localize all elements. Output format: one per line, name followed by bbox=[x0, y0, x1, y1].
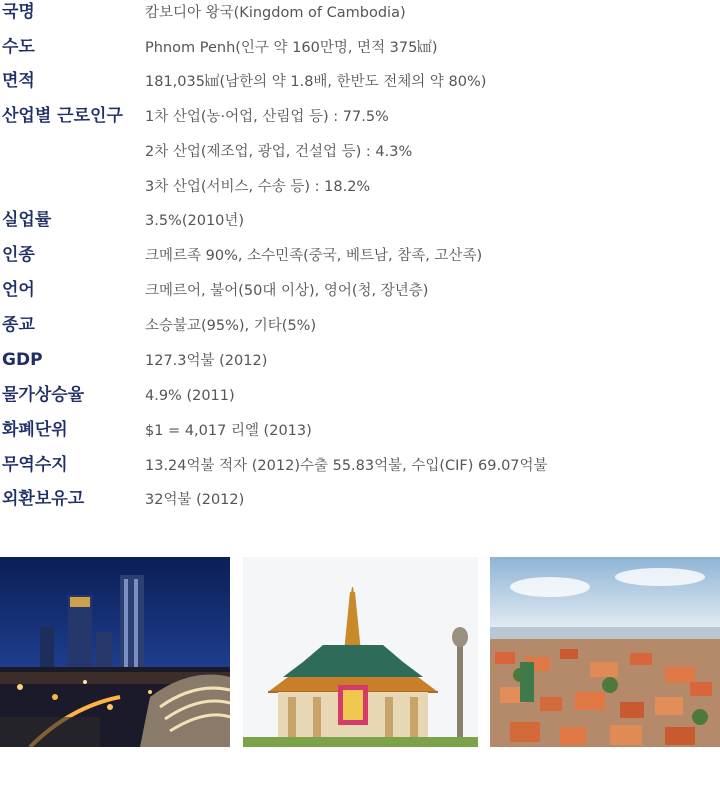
fact-label: 화폐단위 bbox=[2, 420, 68, 440]
fact-row-gdp bbox=[0, 348, 720, 378]
fact-label: 종교 bbox=[2, 315, 35, 335]
fact-value: 소승불교(95%), 기타(5%) bbox=[145, 318, 317, 334]
fact-row-capital bbox=[0, 35, 720, 65]
fact-row-workforce-secondary bbox=[0, 139, 720, 169]
fact-row-religion bbox=[0, 313, 720, 343]
photo-aerial-city bbox=[490, 557, 720, 747]
photo-strip bbox=[0, 557, 720, 747]
fact-value: 13.24억불 적자 (2012)수출 55.83억불, 수입(CIF) 69.07억불 bbox=[145, 458, 548, 474]
fact-row-area bbox=[0, 69, 720, 99]
fact-label: GDP bbox=[2, 350, 43, 370]
fact-row-language bbox=[0, 278, 720, 308]
fact-row-workforce-tertiary bbox=[0, 174, 720, 204]
fact-label: 물가상승율 bbox=[2, 385, 85, 405]
fact-label: 면적 bbox=[2, 71, 35, 91]
photo-night-skyline bbox=[0, 557, 230, 747]
fact-value: 2차 산업(제조업, 광업, 건설업 등) : 4.3% bbox=[145, 144, 413, 160]
fact-row-fx-reserves bbox=[0, 487, 720, 517]
fact-label: 수도 bbox=[2, 37, 35, 57]
fact-row-trade-balance bbox=[0, 453, 720, 483]
fact-label: 국명 bbox=[2, 2, 35, 22]
fact-value: 4.9% (2011) bbox=[145, 388, 235, 404]
fact-value: $1 = 4,017 리엘 (2013) bbox=[145, 423, 312, 439]
fact-value: 32억불 (2012) bbox=[145, 492, 245, 508]
fact-row-unemployment bbox=[0, 208, 720, 238]
fact-value: 1차 산업(농·어업, 산림업 등) : 77.5% bbox=[145, 109, 389, 125]
fact-label: 외환보유고 bbox=[2, 489, 85, 509]
fact-value: 캄보디아 왕국(Kingdom of Cambodia) bbox=[145, 5, 406, 21]
fact-row-workforce-primary bbox=[0, 104, 720, 134]
fact-row-inflation bbox=[0, 383, 720, 413]
fact-value: 크메르족 90%, 소수민족(중국, 베트남, 참족, 고산족) bbox=[145, 248, 483, 264]
fact-value: Phnom Penh(인구 약 160만명, 면적 375㎢) bbox=[145, 40, 438, 56]
fact-label: 무역수지 bbox=[2, 455, 68, 475]
fact-value: 3.5%(2010년) bbox=[145, 213, 245, 229]
fact-label: 언어 bbox=[2, 280, 35, 300]
fact-value: 127.3억불 (2012) bbox=[145, 353, 268, 369]
fact-label: 인종 bbox=[2, 245, 35, 265]
photo-royal-palace bbox=[243, 557, 478, 747]
fact-label: 실업률 bbox=[2, 210, 52, 230]
fact-value: 181,035㎢(남한의 약 1.8배, 한반도 전체의 약 80%) bbox=[145, 74, 487, 90]
fact-value: 3차 산업(서비스, 수송 등) : 18.2% bbox=[145, 179, 371, 195]
fact-row-country-name bbox=[0, 0, 720, 30]
fact-row-ethnicity bbox=[0, 243, 720, 273]
fact-label: 산업별 근로인구 bbox=[2, 106, 123, 126]
fact-row-currency bbox=[0, 418, 720, 448]
fact-value: 크메르어, 불어(50대 이상), 영어(청, 장년층) bbox=[145, 283, 429, 299]
